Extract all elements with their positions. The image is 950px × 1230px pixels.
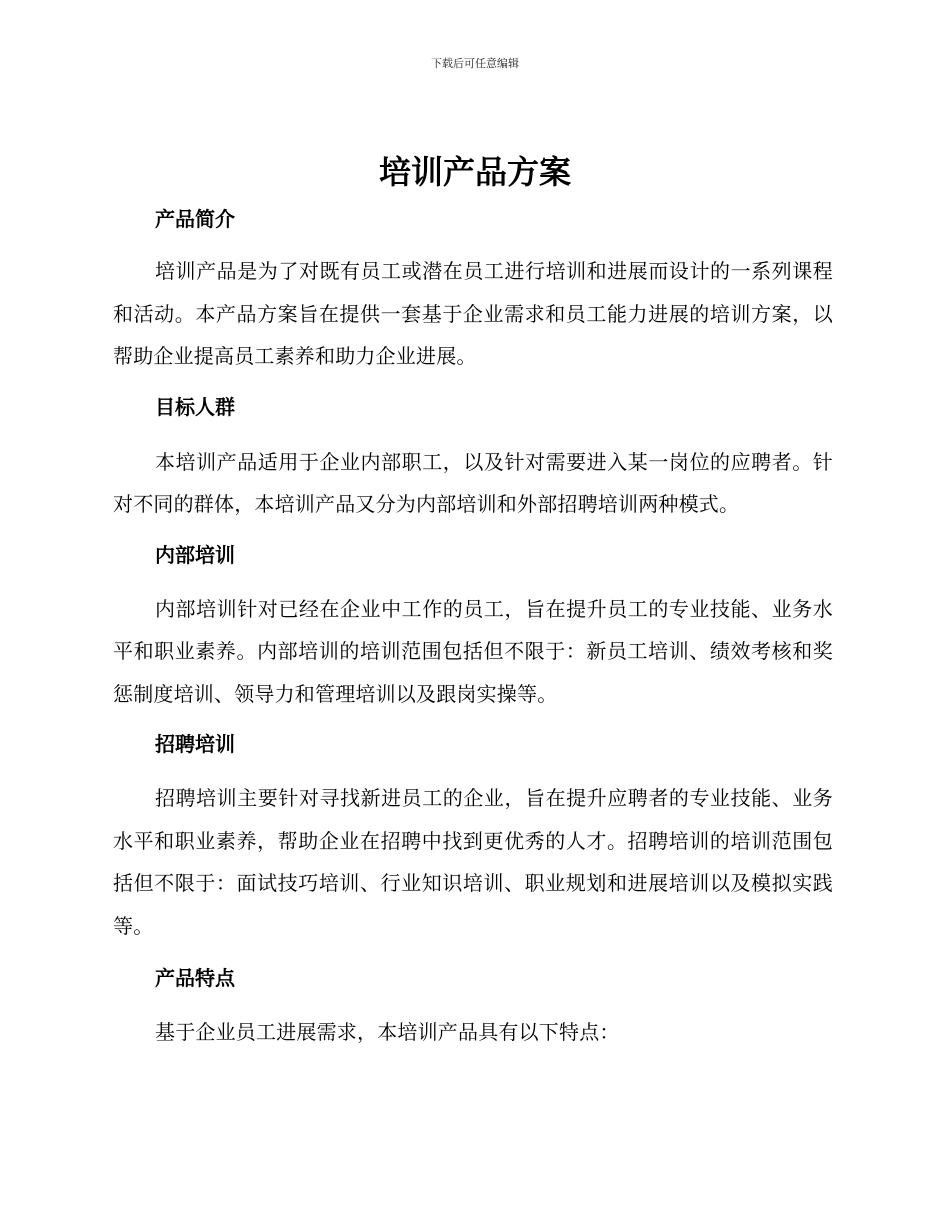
section-heading-internal-training: 内部培训 [155, 542, 235, 567]
section-heading-product-intro: 产品简介 [155, 207, 235, 231]
section-paragraph-target-audience: 本培训产品适用于企业内部职工，以及针对需要进入某一岗位的应聘者。针对不同的群体，本培训产品又分为内部培训和外部招聘培训两种模式。 [113, 449, 833, 516]
section-paragraph-product-features: 基于企业员工进展需求，本培训产品具有以下特点： [155, 1020, 620, 1044]
section-heading-recruitment-training: 招聘培训 [155, 732, 235, 756]
document-title: 培训产品方案 [378, 153, 571, 191]
document-body [113, 200, 833, 1054]
section-paragraph-internal-training: 内部培训针对已经在企业中工作的员工，旨在提升员工的专业技能、业务水平和职业素养。内部培训的培训范围包括但不限于：新员工培训、绩效考核和奖惩制度培训、领导力和管理培训以及跟岗实操等。 [113, 596, 833, 706]
page-header-note: 下载后可任意编辑 [431, 57, 519, 70]
section-heading-product-features: 产品特点 [155, 966, 235, 990]
section-paragraph-product-intro: 培训产品是为了对既有员工或潜在员工进行培训和进展而设计的一系列课程和活动。本产品方案旨在提供一套基于企业需求和员工能力进展的培训方案，以帮助企业提高员工素养和助力企业进展。 [113, 259, 833, 368]
section-heading-target-audience: 目标人群 [155, 394, 235, 419]
section-paragraph-recruitment-training: 招聘培训主要针对寻找新进员工的企业，旨在提升应聘者的专业技能、业务水平和职业素养，帮助企业在招聘中找到更优秀的人才。招聘培训的培训范围包括但不限于：面试技巧培训、行业知识培训、职业规划和进展培训以及模拟实践等。 [113, 786, 833, 938]
